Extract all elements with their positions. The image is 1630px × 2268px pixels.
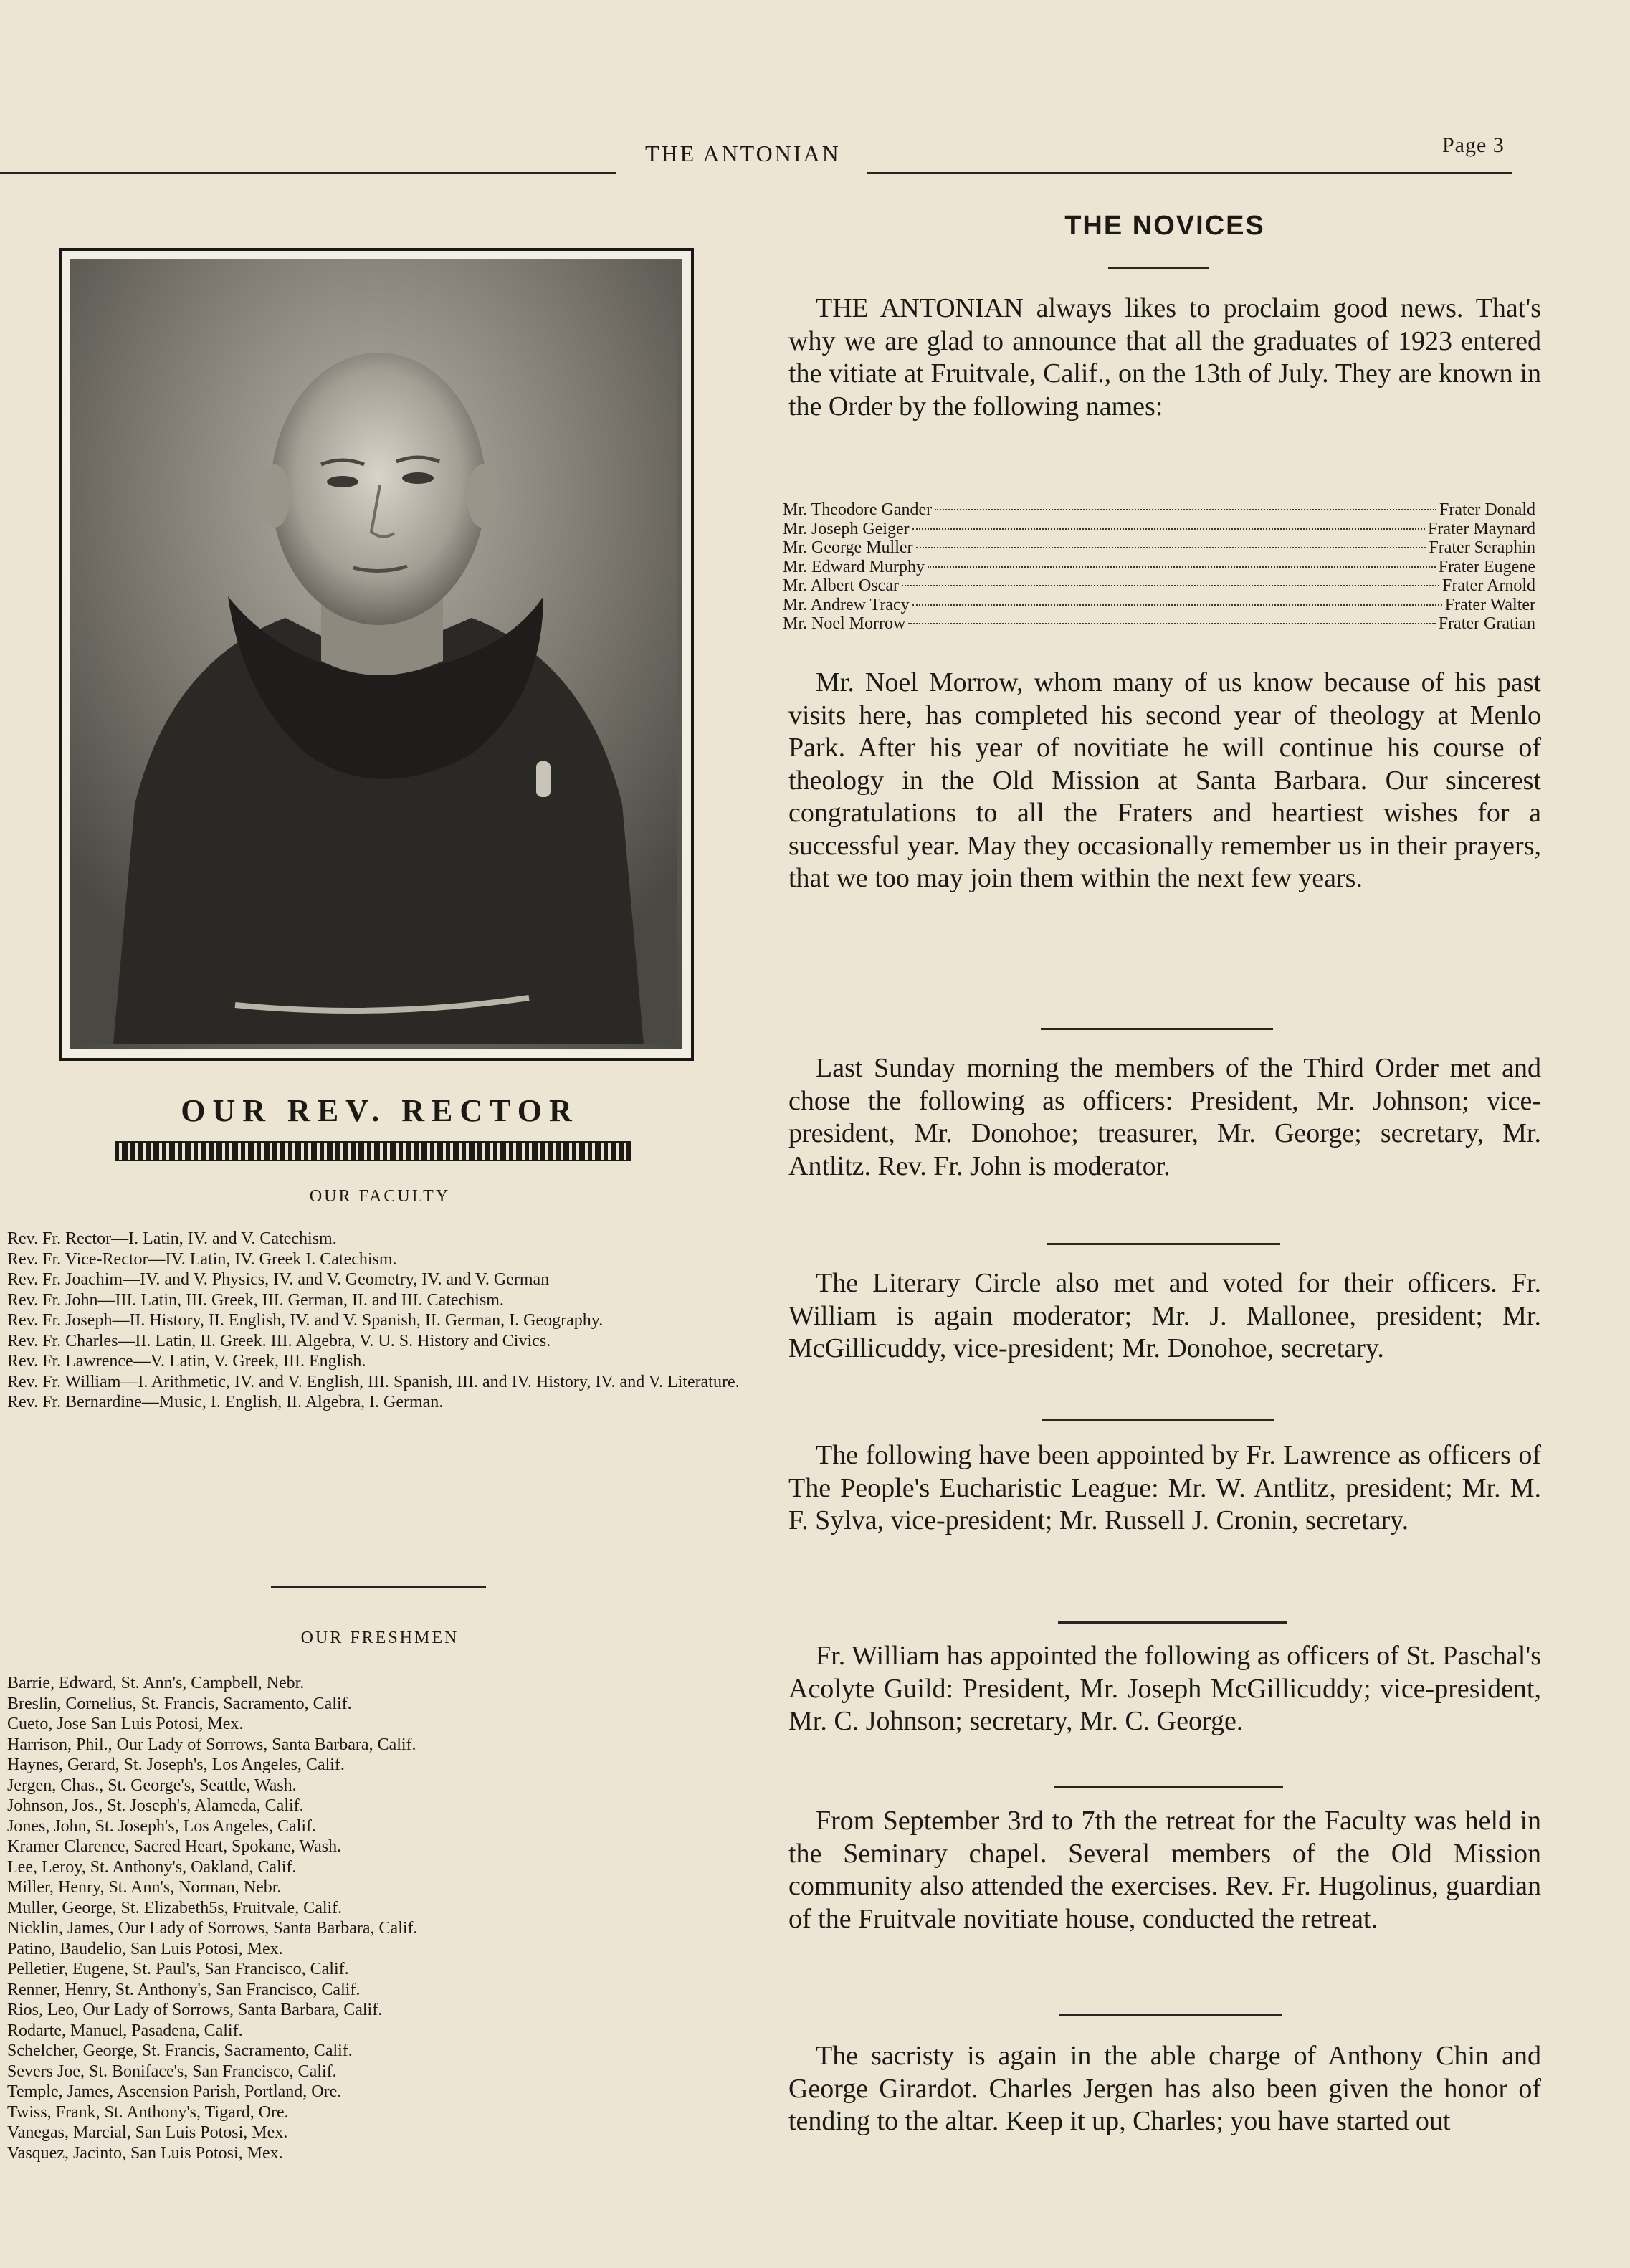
article-divider — [1042, 1419, 1274, 1421]
acolyte-text: Fr. William has appointed the following as officers of St. Paschal's Acolyte Guild: President, Mr. Joseph McGillicuddy; vice-president, Mr. C. Johnson; secretary, Mr. C. George. — [788, 1641, 1541, 1736]
faculty-entry: Rev. Fr. Bernardine—Music, I. English, II. Algebra, I. German. — [7, 1393, 444, 1411]
faculty-entry: Rev. Fr. John—III. Latin, III. Greek, III. German, II. and III. Catechism. — [7, 1290, 504, 1310]
article-divider — [1059, 2014, 1282, 2016]
header-rule-right — [867, 172, 1512, 174]
freshman-entry: Renner, Henry, St. Anthony's, San Francisco, Calif. — [7, 1980, 361, 1999]
faculty-entry: Rev. Fr. Rector—I. Latin, IV. and V. Catechism. — [7, 1229, 337, 1248]
faculty-entry: Rev. Fr. William—I. Arithmetic, IV. and V. English, III. Spanish, III. and IV. History, IV. and V. Literature. — [7, 1372, 740, 1391]
freshman-entry: Temple, James, Ascension Parish, Portland, Ore. — [7, 2082, 342, 2101]
freshman-entry: Rios, Leo, Our Lady of Sorrows, Santa Barbara, Calif. — [7, 2001, 383, 2019]
heading-underline — [1108, 267, 1209, 269]
literary-text: The Literary Circle also met and voted for their officers. Fr. William is again moderator; Mr. J. Mallonee, president; Mr. McGillicuddy, vice-president; Mr. Donohoe, secretary. — [788, 1268, 1541, 1363]
rector-photo-frame — [59, 248, 694, 1061]
novice-name: Mr. George Muller — [783, 538, 913, 557]
novice-row — [783, 558, 1535, 577]
novice-name: Mr. Noel Morrow — [783, 614, 906, 633]
freshman-entry: Kramer Clarence, Sacred Heart, Spokane, Wash. — [7, 1837, 342, 1856]
novice-name: Mr. Joseph Geiger — [783, 519, 910, 538]
freshman-entry: Jergen, Chas., St. George's, Seattle, Wash. — [7, 1776, 297, 1795]
masthead-title: THE ANTONIAN — [645, 140, 841, 166]
novice-row — [783, 576, 1535, 596]
novice-name: Mr. Theodore Gander — [783, 500, 933, 519]
novices-heading: THE NOVICES — [1064, 211, 1265, 241]
retreat-text: From September 3rd to 7th the retreat for the Faculty was held in the Seminary chapel. Several members of the Old Mission community also attended the exercises. Rev. Fr. Hugolinus, guardian of the Fruitvale novitiate house, conducted the retreat. — [788, 1806, 1541, 1934]
page-number: Page 3 — [1442, 133, 1505, 157]
novice-name: Mr. Albert Oscar — [783, 576, 899, 595]
article-divider — [1041, 1028, 1273, 1030]
rector-portrait-image — [70, 259, 677, 1044]
freshman-entry: Twiss, Frank, St. Anthony's, Tigard, Ore. — [7, 2102, 289, 2122]
sacristy-paragraph — [788, 2040, 1541, 2138]
freshman-entry: Jones, John, St. Joseph's, Los Angeles, Calif. — [7, 1816, 316, 1836]
section-divider — [271, 1586, 486, 1588]
novice-name: Mr. Andrew Tracy — [783, 595, 910, 614]
faculty-heading: OUR FACULTY — [309, 1187, 451, 1206]
league-paragraph — [788, 1439, 1541, 1538]
morrow-text: Mr. Noel Morrow, whom many of us know because of his past visits here, has completed his second year of theology at Menlo Park. After his year of novitiate he will continue his course of theology in the Old Mission at Santa Barbara. Our sincerest congratulations to all the Fraters and heartiest wishes for a successful year. May they occasionally remember us in their prayers, that we too may join them within the next few years. — [788, 667, 1541, 893]
faculty-entry: Rev. Fr. Joachim—IV. and V. Physics, IV. and V. Geometry, IV. and V. German — [7, 1270, 550, 1289]
freshman-entry: Rodarte, Manuel, Pasadena, Calif. — [7, 2021, 243, 2040]
freshman-entry: Nicklin, James, Our Lady of Sorrows, Santa Barbara, Calif. — [7, 1919, 418, 1938]
freshman-entry: Miller, Henry, St. Ann's, Norman, Nebr. — [7, 1878, 282, 1897]
article-divider — [1047, 1243, 1280, 1245]
freshman-entry: Schelcher, George, St. Francis, Sacramento, Calif. — [7, 2041, 353, 2060]
ornamental-border — [115, 1141, 631, 1161]
frater-name: Frater Walter — [1444, 595, 1535, 614]
frater-name: Frater Arnold — [1442, 576, 1535, 595]
third-order-text: Last Sunday morning the members of the Third Order met and chose the following as officers: President, Mr. Johnson; vice-president, Mr. Donohoe; treasurer, Mr. George; secretary, Mr. Antlitz. Rev. Fr. John is moderator. — [788, 1053, 1541, 1181]
freshman-entry: Vanegas, Marcial, San Luis Potosi, Mex. — [7, 2123, 288, 2142]
frater-name: Frater Gratian — [1438, 614, 1535, 633]
freshman-entry: Severs Joe, St. Boniface's, San Francisco, Calif. — [7, 2062, 337, 2081]
article-divider — [1054, 1786, 1283, 1788]
third-order-paragraph — [788, 1052, 1541, 1183]
freshman-entry: Barrie, Edward, St. Ann's, Campbell, Nebr. — [7, 1674, 305, 1692]
novices-intro — [788, 292, 1541, 423]
novices-name-list — [783, 500, 1535, 634]
freshman-entry: Muller, George, St. Elizabeth5s, Fruitvale, Calif. — [7, 1898, 343, 1917]
frater-name: Frater Maynard — [1428, 519, 1535, 538]
novice-row — [783, 538, 1535, 558]
faculty-entry: Rev. Fr. Joseph—II. History, II. English, IV. and V. Spanish, II. German, I. Geography. — [7, 1311, 604, 1330]
freshman-entry: Patino, Baudelio, San Luis Potosi, Mex. — [7, 1939, 283, 1958]
acolyte-paragraph — [788, 1640, 1541, 1738]
header-rule-left — [0, 172, 616, 174]
novice-name: Mr. Edward Murphy — [783, 557, 925, 576]
frater-name: Frater Donald — [1439, 500, 1535, 519]
faculty-entry: Rev. Fr. Vice-Rector—IV. Latin, IV. Greek I. Catechism. — [7, 1249, 397, 1269]
page-header — [0, 133, 1630, 184]
morrow-paragraph — [788, 667, 1541, 895]
faculty-list — [7, 1229, 760, 1413]
freshman-entry: Johnson, Jos., St. Joseph's, Alameda, Calif. — [7, 1796, 304, 1815]
faculty-entry: Rev. Fr. Lawrence—V. Latin, V. Greek, III. English. — [7, 1352, 366, 1371]
novice-row — [783, 614, 1535, 634]
literary-paragraph — [788, 1267, 1541, 1366]
novice-row — [783, 596, 1535, 615]
intro-text: THE ANTONIAN always likes to proclaim good news. That's why we are glad to announce that all the graduates of 1923 entered the vitiate at Fruitvale, Calif., on the 13th of July. They are known in the Order by the following names: — [788, 293, 1541, 421]
freshmen-heading: OUR FRESHMEN — [300, 1629, 459, 1647]
novice-row — [783, 500, 1535, 520]
freshman-entry: Haynes, Gerard, St. Joseph's, Los Angeles, Calif. — [7, 1755, 345, 1774]
freshman-entry: Pelletier, Eugene, St. Paul's, San Francisco, Calif. — [7, 1960, 349, 1978]
article-divider — [1058, 1621, 1287, 1624]
freshman-entry: Lee, Leroy, St. Anthony's, Oakland, Calif. — [7, 1857, 297, 1877]
frater-name: Frater Seraphin — [1429, 538, 1535, 557]
rector-photo — [70, 259, 682, 1049]
sacristy-text: The sacristy is again in the able charge of Anthony Chin and George Girardot. Charles Jergen has also been given the honor of tending to the altar. Keep it up, Charles; you have started out — [788, 2041, 1541, 2136]
photo-caption: OUR REV. RECTOR — [181, 1093, 579, 1128]
retreat-paragraph — [788, 1805, 1541, 1935]
faculty-entry: Rev. Fr. Charles—II. Latin, II. Greek. III. Algebra, V. U. S. History and Civics. — [7, 1331, 551, 1350]
league-text: The following have been appointed by Fr. Lawrence as officers of The People's Eucharistic League: Mr. W. Antlitz, president; Mr. M. F. Sylva, vice-president; Mr. Russell J. Cronin, secretary. — [788, 1440, 1541, 1535]
freshman-entry: Vasquez, Jacinto, San Luis Potosi, Mex. — [7, 2143, 283, 2163]
freshmen-list — [7, 1673, 760, 2163]
frater-name: Frater Eugene — [1438, 557, 1535, 576]
freshman-entry: Harrison, Phil., Our Lady of Sorrows, Santa Barbara, Calif. — [7, 1735, 416, 1754]
freshman-entry: Cueto, Jose San Luis Potosi, Mex. — [7, 1715, 244, 1733]
novice-row — [783, 520, 1535, 539]
freshman-entry: Breslin, Cornelius, St. Francis, Sacramento, Calif. — [7, 1694, 352, 1713]
